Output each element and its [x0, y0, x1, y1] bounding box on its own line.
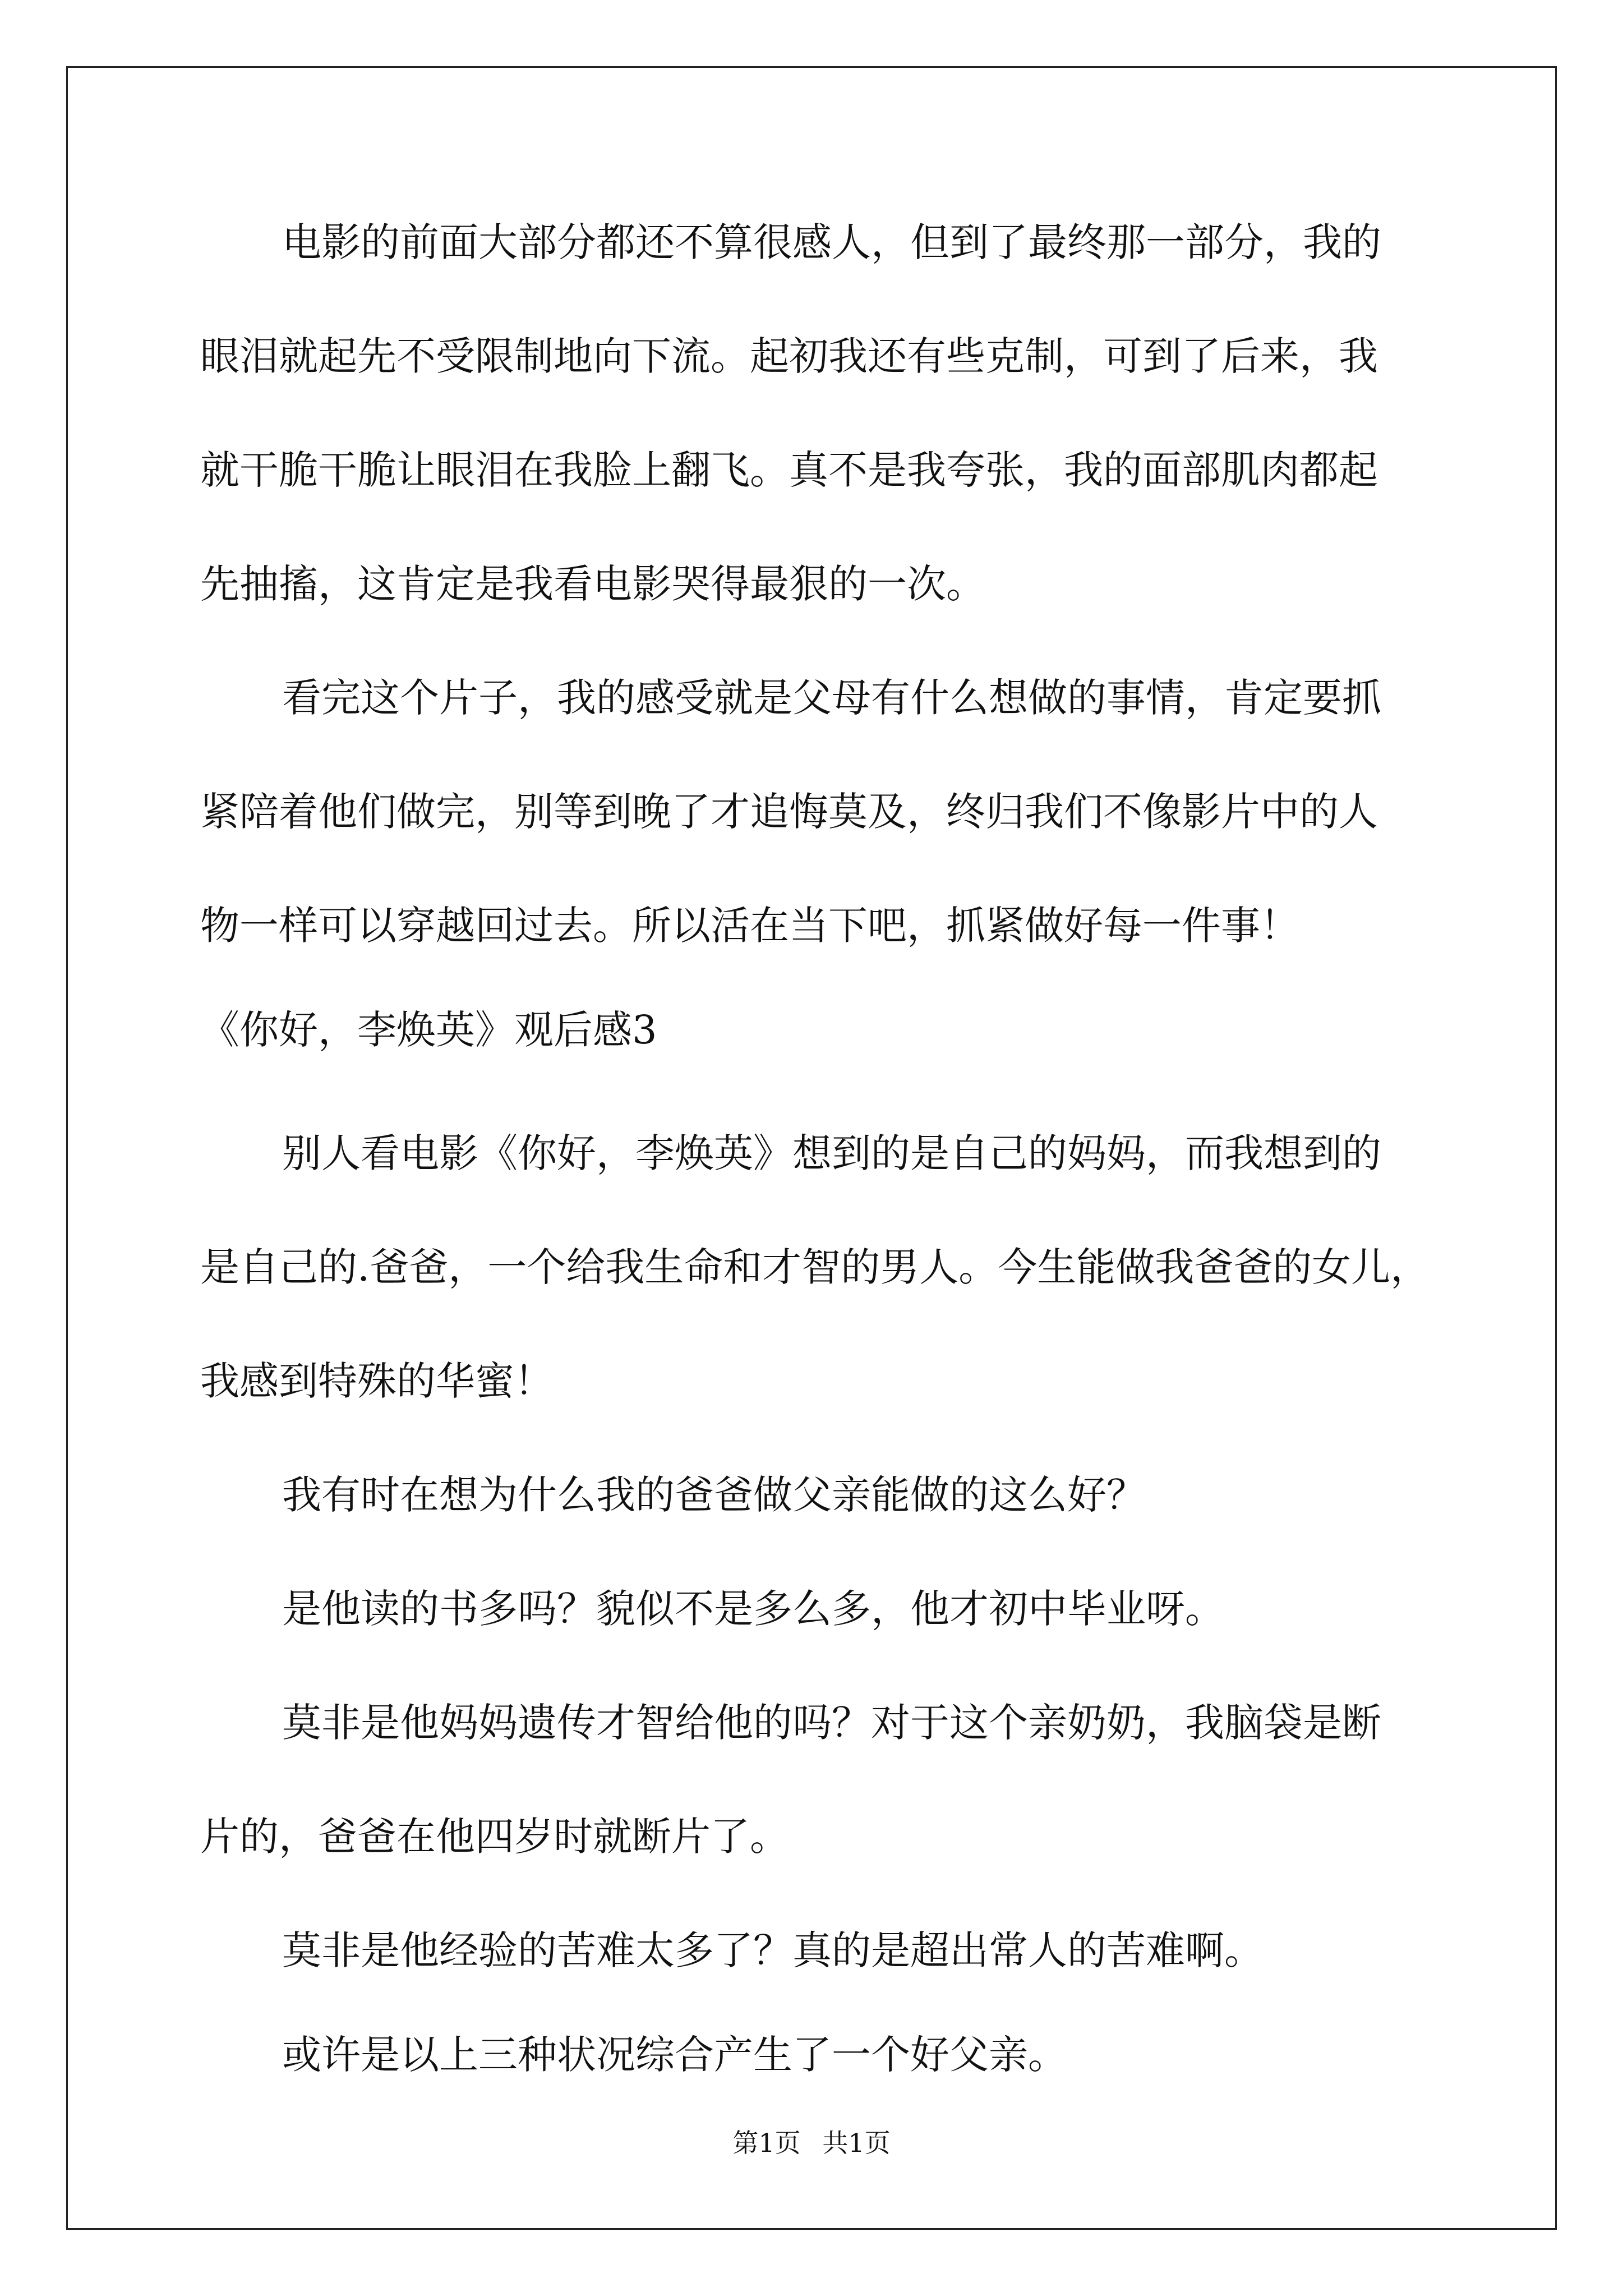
paragraph-2-line-2: 紧陪着他们做完，别等到晚了才追悔莫及，终归我们不像影片中的人 — [200, 789, 1378, 835]
paragraph-1-line-3: 就干脆干脆让眼泪在我脸上翻飞。真不是我夸张，我的面部肌肉都起 — [200, 447, 1378, 493]
paragraph-4-line-1: 我有时在想为什么我的爸爸做父亲能做的这么好？ — [282, 1472, 1146, 1518]
section-heading: 《你好，李焕英》观后感3 — [200, 1007, 657, 1053]
paragraph-2-line-3: 物一样可以穿越回过去。所以活在当下吧，抓紧做好每一件事！ — [200, 903, 1299, 949]
paragraph-8-line-1: 或许是以上三种状况综合产生了一个好父亲。 — [282, 2032, 1067, 2078]
page-number: 第1页 — [732, 2128, 801, 2158]
paragraph-1-line-2: 眼泪就起先不受限制地向下流。起初我还有些克制，可到了后来，我 — [200, 333, 1378, 379]
paragraph-5-line-1: 是他读的书多吗？貌似不是多么多，他才初中毕业呀。 — [282, 1586, 1224, 1632]
paragraph-3-line-1: 别人看电影《你好，李焕英》想到的是自己的妈妈，而我想到的 — [282, 1130, 1381, 1176]
paragraph-2-line-1: 看完这个片子，我的感受就是父母有什么想做的事情，肯定要抓 — [282, 675, 1381, 721]
page-total: 共1页 — [822, 2128, 891, 2158]
paragraph-3-line-3: 我感到特殊的华蜜！ — [200, 1358, 554, 1404]
paragraph-6-line-1: 莫非是他妈妈遗传才智给他的吗？对于这个亲奶奶，我脑袋是断 — [282, 1700, 1381, 1746]
paragraph-3-line-2: 是自己的.爸爸，一个给我生命和才智的男人。今生能做我爸爸的女儿， — [200, 1244, 1430, 1290]
paragraph-6-line-2: 片的，爸爸在他四岁时就断片了。 — [200, 1814, 789, 1860]
page-footer — [0, 2126, 1623, 2160]
paragraph-1-line-4: 先抽搐，这肯定是我看电影哭得最狠的一次。 — [200, 561, 985, 607]
paragraph-7-line-1: 莫非是他经验的苦难太多了？真的是超出常人的苦难啊。 — [282, 1927, 1264, 1973]
paragraph-1-line-1: 电影的前面大部分都还不算很感人，但到了最终那一部分，我的 — [282, 219, 1381, 265]
